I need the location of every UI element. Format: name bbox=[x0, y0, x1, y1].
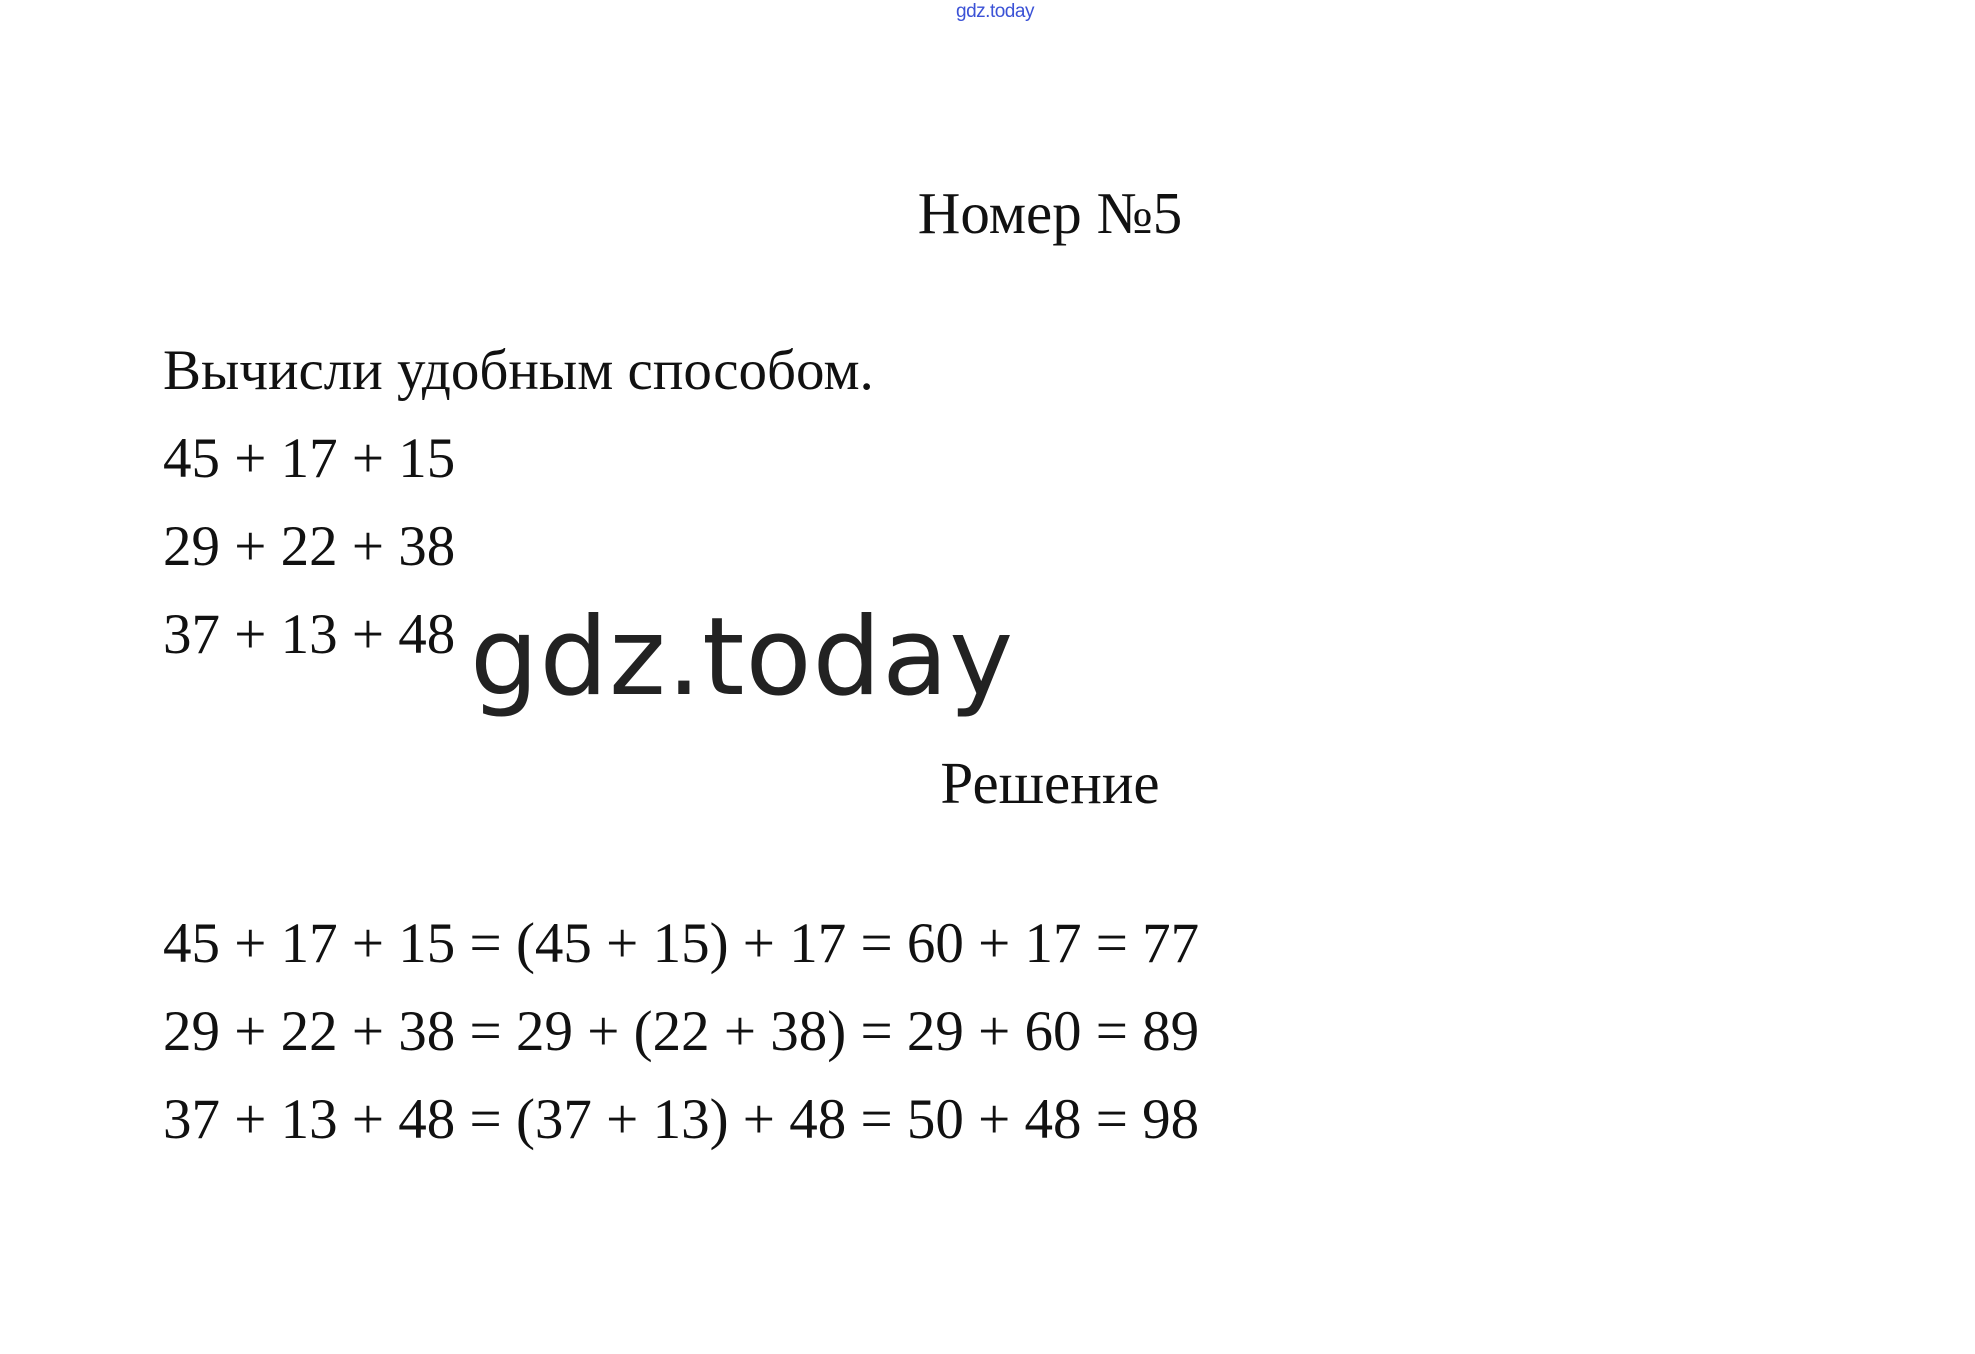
task-expression: 37 + 13 + 48 bbox=[163, 603, 456, 666]
solution-block bbox=[163, 900, 1199, 1164]
task-expression: 29 + 22 + 38 bbox=[163, 515, 456, 578]
solution-line: 37 + 13 + 48 = (37 + 13) + 48 = 50 + 48 = 98 bbox=[163, 1088, 1200, 1151]
task-instruction: Вычисли удобным способом. bbox=[163, 339, 874, 402]
page-title: Номер №5 bbox=[917, 180, 1183, 246]
watermark-top: gdz.today bbox=[956, 1, 1034, 22]
watermark-logo: gdz.today bbox=[470, 595, 1015, 720]
solution-line: 29 + 22 + 38 = 29 + (22 + 38) = 29 + 60 = 89 bbox=[163, 1000, 1200, 1063]
task-expression: 45 + 17 + 15 bbox=[163, 427, 456, 490]
solution-line: 45 + 17 + 15 = (45 + 15) + 17 = 60 + 17 = 77 bbox=[163, 912, 1200, 975]
solution-heading: Решение bbox=[940, 750, 1160, 816]
